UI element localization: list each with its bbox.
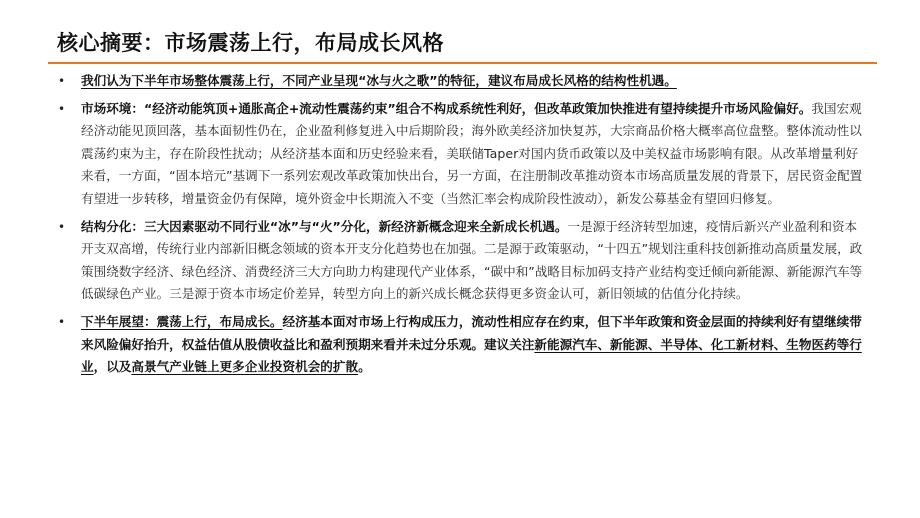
item-paragraph <box>81 70 869 93</box>
item-paragraph <box>81 98 869 211</box>
item-paragraph <box>81 311 869 379</box>
item-text: 。 <box>358 359 371 375</box>
item-text: 经济基本面对市场上行构成压力，流动性相应存在约束，但下半年政策和资金层面的持续利好有望继续带来风险偏好抬升，权益估值从股债收益比和盈利预期来看并未过分乐观。建议关注 <box>81 313 862 352</box>
list-item <box>57 311 869 379</box>
item-highlight: 新能源汽车、新能源、半导体、化工新材料、生物医药等行业 <box>81 336 862 375</box>
list-item <box>57 98 869 211</box>
item-text: 我们认为下半年市场整体震荡上行，不同产业呈现“冰与火之歌”的特征，建议布局成长风格的结构性机遇。 <box>81 73 677 88</box>
bullet-icon: • <box>58 219 66 234</box>
item-paragraph <box>81 216 869 306</box>
item-text: 一是源于经济转型加速，疫情后新兴产业盈利和资本开支双高增，传统行业内部新旧概念领域的资本开支分化趋势也在加强。二是源于政策驱动，“十四五”规划注重科技创新推动高质量发展，政策围绕数字经济、绿色经济、消费经济三大方向助力构建现代产业体系，“碳中和”战略目标加码支持产业结构变迁倾向新能源、新能源汽车等低碳绿色产业。三是源于资本市场定价差异，转型方向上的新兴成长概念获得更多资金认可，新旧领域的估值分化持续。 <box>81 218 863 302</box>
item-highlight: 高景气产业链上更多企业投资机会的扩散 <box>131 359 359 375</box>
summary-list <box>57 70 869 384</box>
page-title: 核心摘要：市场震荡上行，布局成长风格 <box>57 31 444 55</box>
item-heading: 市场环境：“经济动能筑顶+通胀高企+流动性震荡约束”组合不构成系统性利好，但改革政策加快推进有望持续提升市场风险偏好。 <box>81 100 812 116</box>
list-item <box>57 70 869 93</box>
bullet-icon: • <box>58 314 66 329</box>
item-heading: 下半年展望：震荡上行，布局成长。 <box>81 313 283 329</box>
item-text: 我国宏观经济动能见顶回落，基本面韧性仍在，企业盈利修复进入中后期阶段；海外欧美经济加快复苏，大宗商品价格大概率高位盘整。整体流动性以震荡约束为主，存在阶段性扰动；从经济基本面和历史经验来看，美联储Taper对国内货币政策以及中美权益市场影响有限。从改革增量利好来看，一方面，“固本培元”基调下一系列宏观改革政策加快出台，另一方面，在注册制改革推动资本市场高质量发展的背景下，居民资金配置有望进一步转移，增量资金仍有保障，境外资金中长期流入不变（当然汇率会构成阶段性波动），新发公募基金有望回归修复。 <box>81 100 863 206</box>
list-item <box>57 216 869 306</box>
title-divider <box>48 62 877 64</box>
item-heading: 结构分化：三大因素驱动不同行业“冰”与“火”分化，新经济新概念迎来全新成长机遇。 <box>81 218 568 234</box>
item-text: ，以及 <box>93 359 132 375</box>
bullet-icon: • <box>58 101 66 116</box>
bullet-icon: • <box>58 74 66 88</box>
